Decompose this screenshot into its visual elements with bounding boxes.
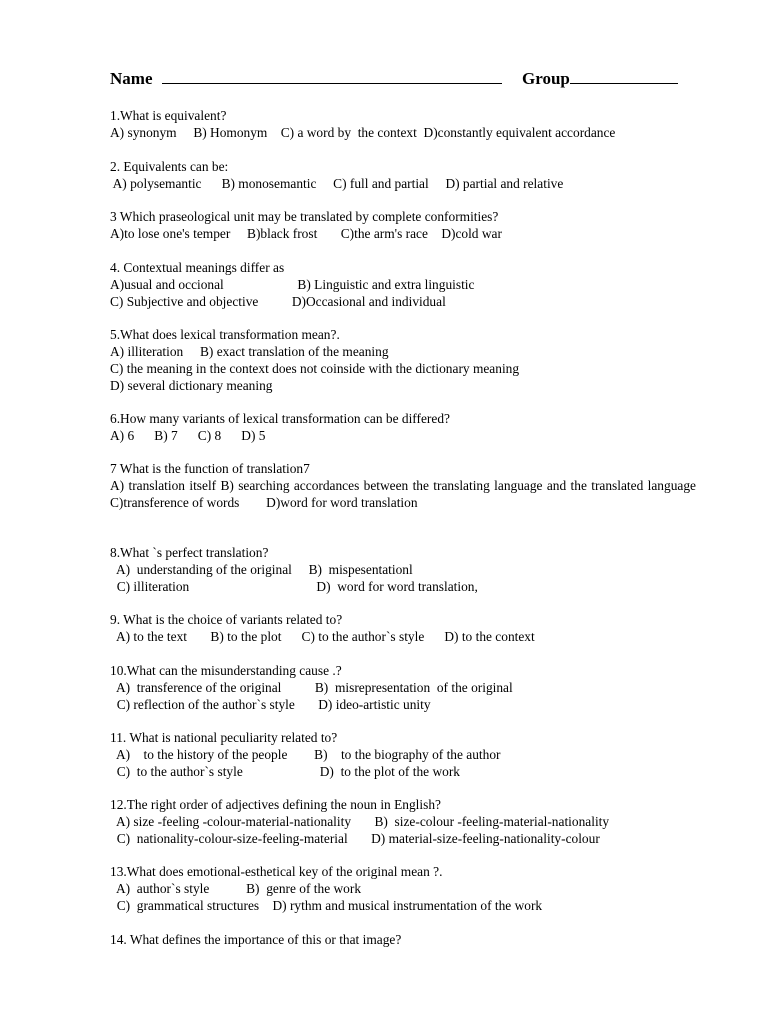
question-text: 8.What `s perfect translation?	[110, 545, 269, 560]
answer-line: C) Subjective and objective D)Occasional and individual	[110, 294, 446, 309]
answer-line: A) understanding of the original B) mispesentationl	[110, 562, 413, 577]
name-blank	[162, 68, 502, 84]
answer-line: C) illiteration D) word for word translation,	[110, 579, 478, 594]
question-8	[110, 544, 713, 595]
answer-line: A) author`s style B) genre of the work	[110, 881, 362, 896]
header-line	[110, 68, 710, 90]
answer-line: A) polysemantic B) monosemantic C) full and partial D) partial and relative	[110, 176, 564, 191]
answer-line: A) 6 B) 7 C) 8 D) 5	[110, 428, 266, 443]
question-14	[110, 931, 713, 948]
answer-line: C) to the author`s style D) to the plot of the work	[110, 764, 460, 779]
question-10	[110, 662, 713, 713]
question-text: 7 What is the function of translation7	[110, 461, 310, 476]
question-text: 11. What is national peculiarity related to?	[110, 730, 338, 745]
group-label: Group	[521, 69, 570, 88]
question-text: 1.What is equivalent?	[110, 108, 227, 123]
answer-line: A) to the history of the people B) to the biography of the author	[110, 747, 501, 762]
question-5	[110, 326, 713, 394]
question-9	[110, 611, 713, 645]
answer-line: A) transference of the original B) misrepresentation of the original	[110, 680, 513, 695]
answer-line: A)to lose one's temper B)black frost C)the arm's race D)cold war	[110, 226, 502, 241]
question-text: 10.What can the misunderstanding cause .?	[110, 663, 342, 678]
question-1	[110, 107, 713, 141]
answer-line: C) grammatical structures D) rythm and musical instrumentation of the work	[110, 898, 543, 913]
question-text: 12.The right order of adjectives defining the noun in English?	[110, 797, 441, 812]
question-text: 14. What defines the importance of this or that image?	[110, 932, 402, 947]
question-text: 2. Equivalents can be:	[110, 159, 229, 174]
question-11	[110, 729, 713, 780]
question-4	[110, 259, 713, 310]
answer-line: A) to the text B) to the plot C) to the author`s style D) to the context	[110, 629, 535, 644]
question-text: 13.What does emotional-esthetical key of the original mean ?.	[110, 864, 443, 879]
question-text: 4. Contextual meanings differ as	[110, 260, 285, 275]
question-text: 9. What is the choice of variants related to?	[110, 612, 343, 627]
name-label: Name	[110, 69, 153, 88]
group-blank	[570, 68, 678, 84]
answer-line: C)transference of words D)word for word translation	[110, 495, 418, 510]
question-13	[110, 863, 713, 914]
question-text: 3 Which praseological unit may be translated by complete conformities?	[110, 209, 499, 224]
question-6	[110, 410, 713, 444]
question-7	[110, 460, 713, 511]
answer-line: C) the meaning in the context does not coinside with the dictionary meaning	[110, 361, 520, 376]
answer-line: A) size -feeling -colour-material-nationality B) size-colour -feeling-material-nationality	[110, 814, 610, 829]
answer-line: C) nationality-colour-size-feeling-material D) material-size-feeling-nationality-colour	[110, 831, 600, 846]
answer-line: A) synonym B) Homonym C) a word by the context D)constantly equivalent accordance	[110, 125, 616, 140]
answer-line: C) reflection of the author`s style D) ideo-artistic unity	[110, 697, 431, 712]
question-12	[110, 796, 713, 847]
question-2	[110, 158, 713, 192]
answer-line: D) several dictionary meaning	[110, 378, 273, 393]
answer-line: A) illiteration B) exact translation of the meaning	[110, 344, 389, 359]
question-3	[110, 208, 713, 242]
answer-line: A)usual and occional B) Linguistic and extra linguistic	[110, 277, 475, 292]
question-text: 6.How many variants of lexical transformation can be differed?	[110, 411, 450, 426]
question-text: 5.What does lexical transformation mean?.	[110, 327, 340, 342]
answer-paragraph: A) translation itself B) searching accordances between the translating language and the translated language	[110, 478, 696, 493]
